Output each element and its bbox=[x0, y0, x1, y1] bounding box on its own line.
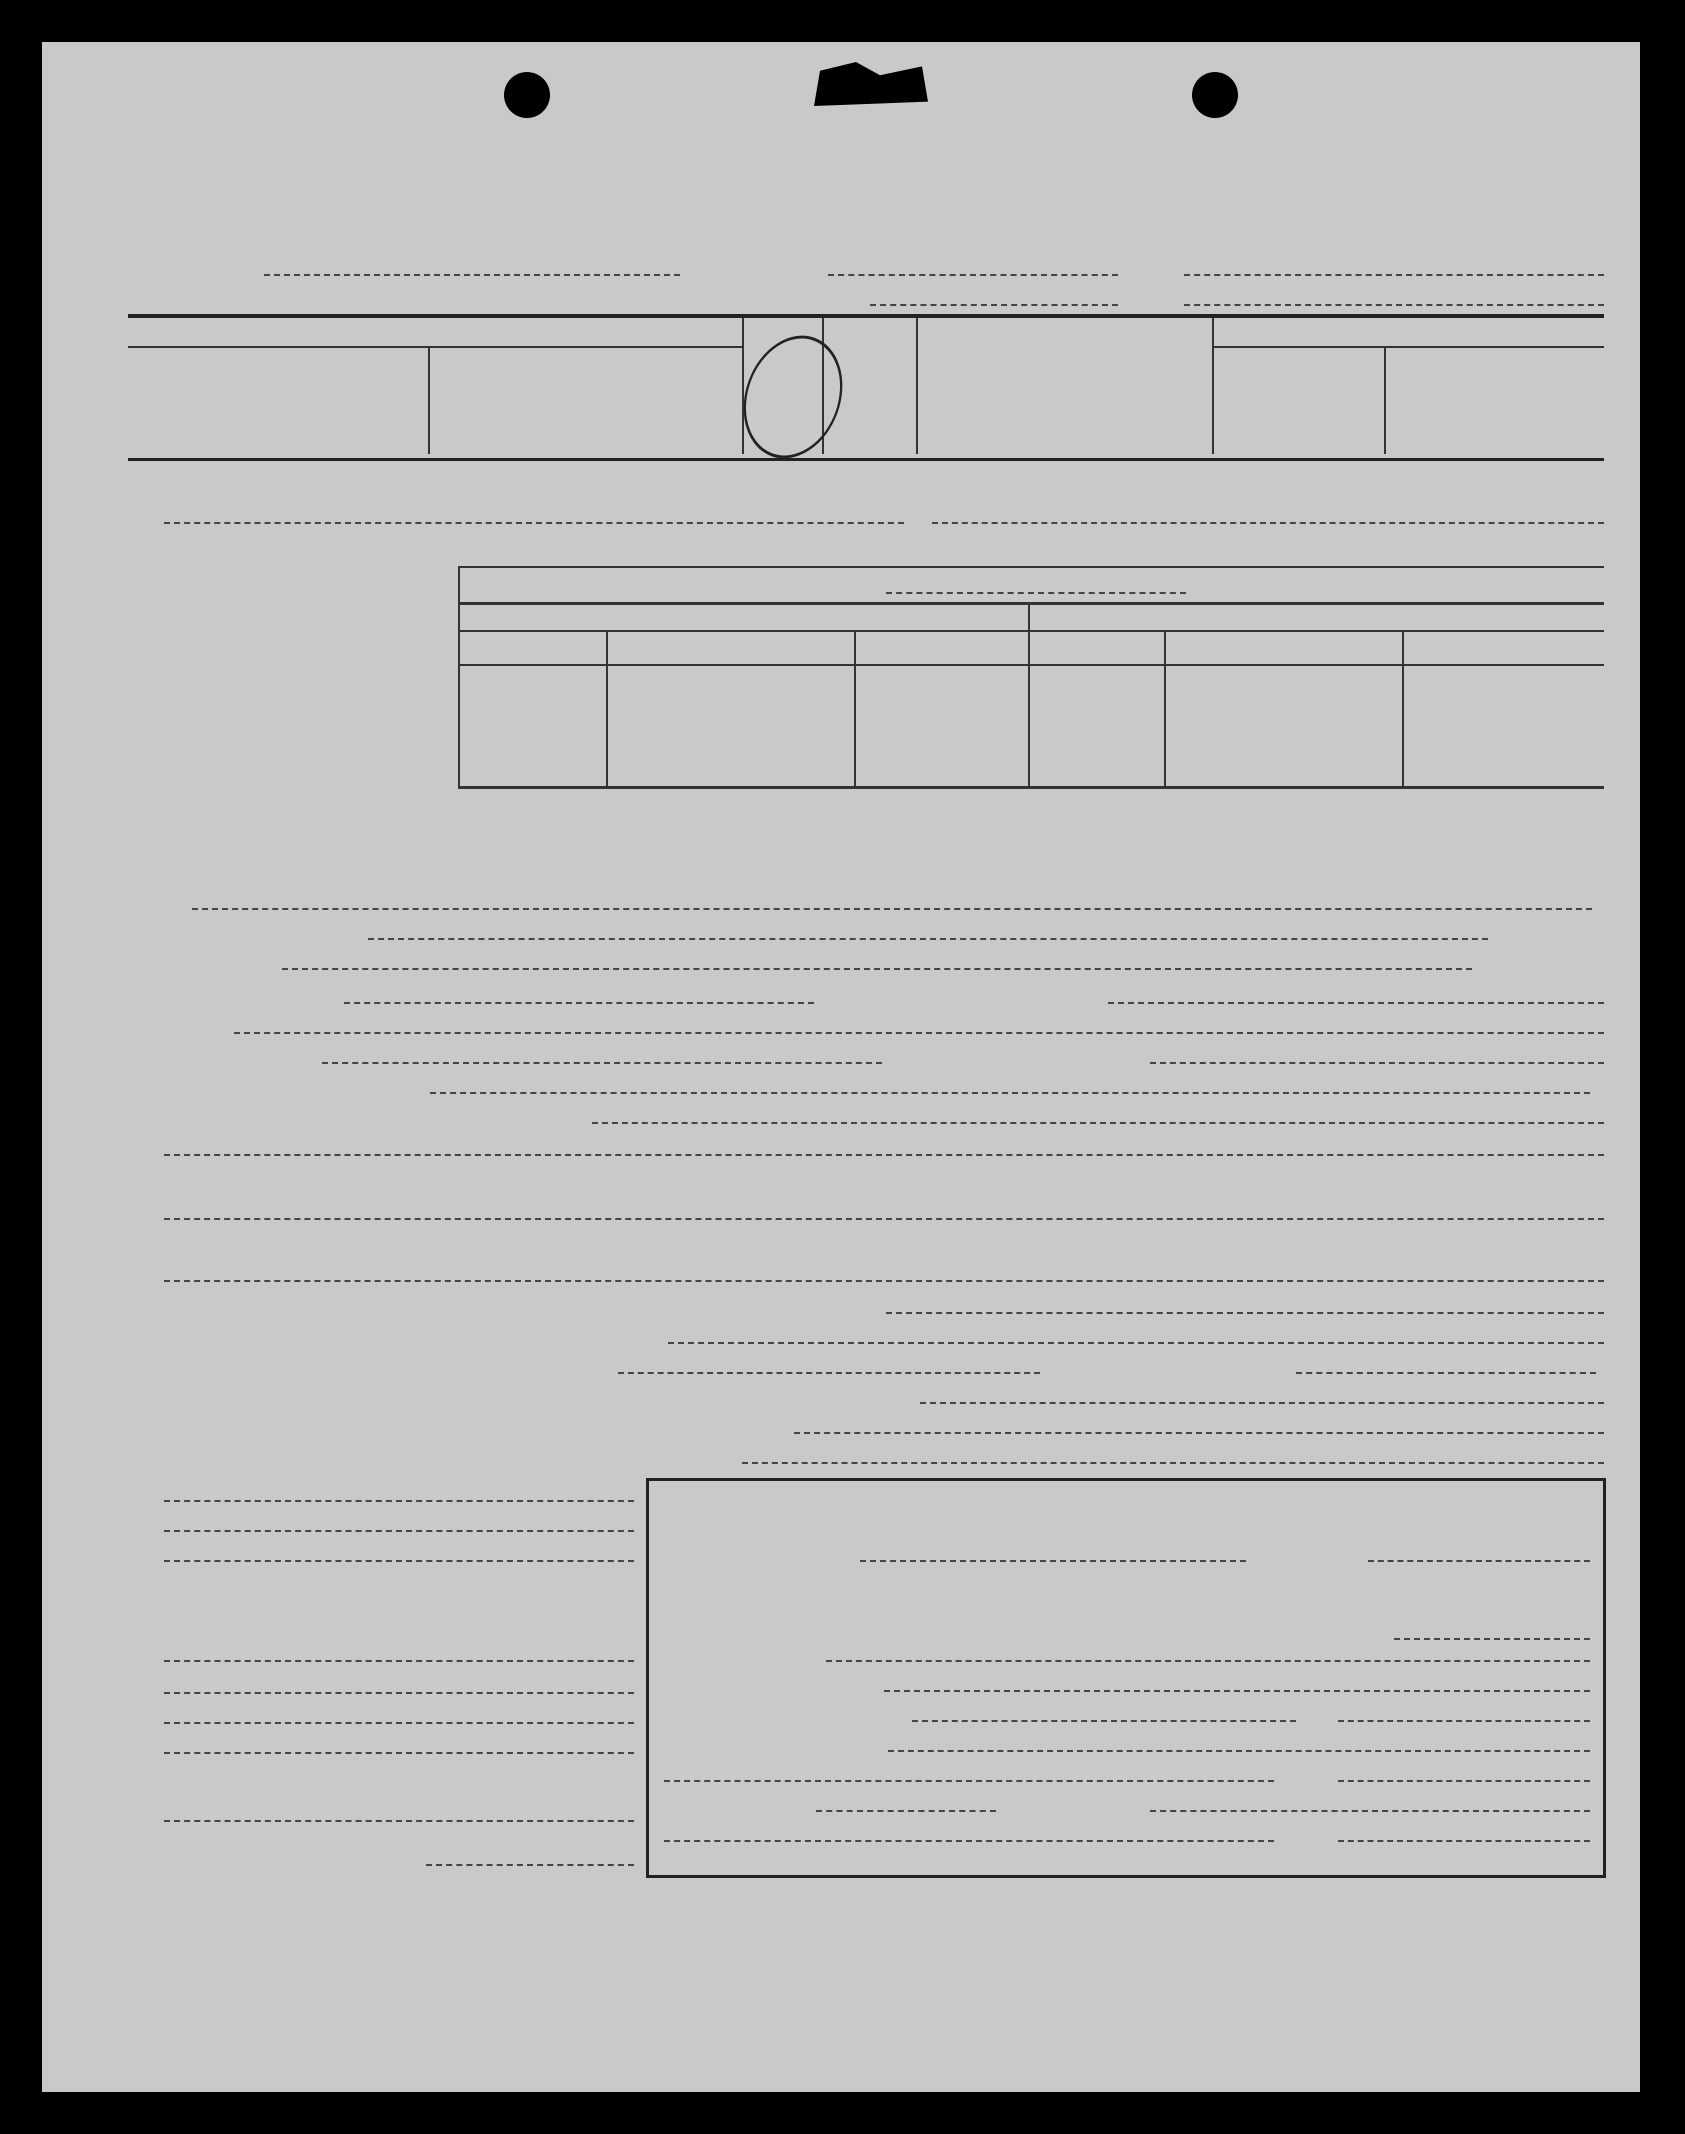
information-sheet-form bbox=[42, 42, 1640, 2092]
officer-box bbox=[646, 1478, 1606, 1878]
torn-paper-mark bbox=[808, 62, 928, 106]
punch-hole bbox=[504, 72, 550, 118]
under-16-stamp bbox=[1520, 142, 1599, 184]
name-table bbox=[128, 314, 1604, 461]
punch-hole bbox=[1192, 72, 1238, 118]
